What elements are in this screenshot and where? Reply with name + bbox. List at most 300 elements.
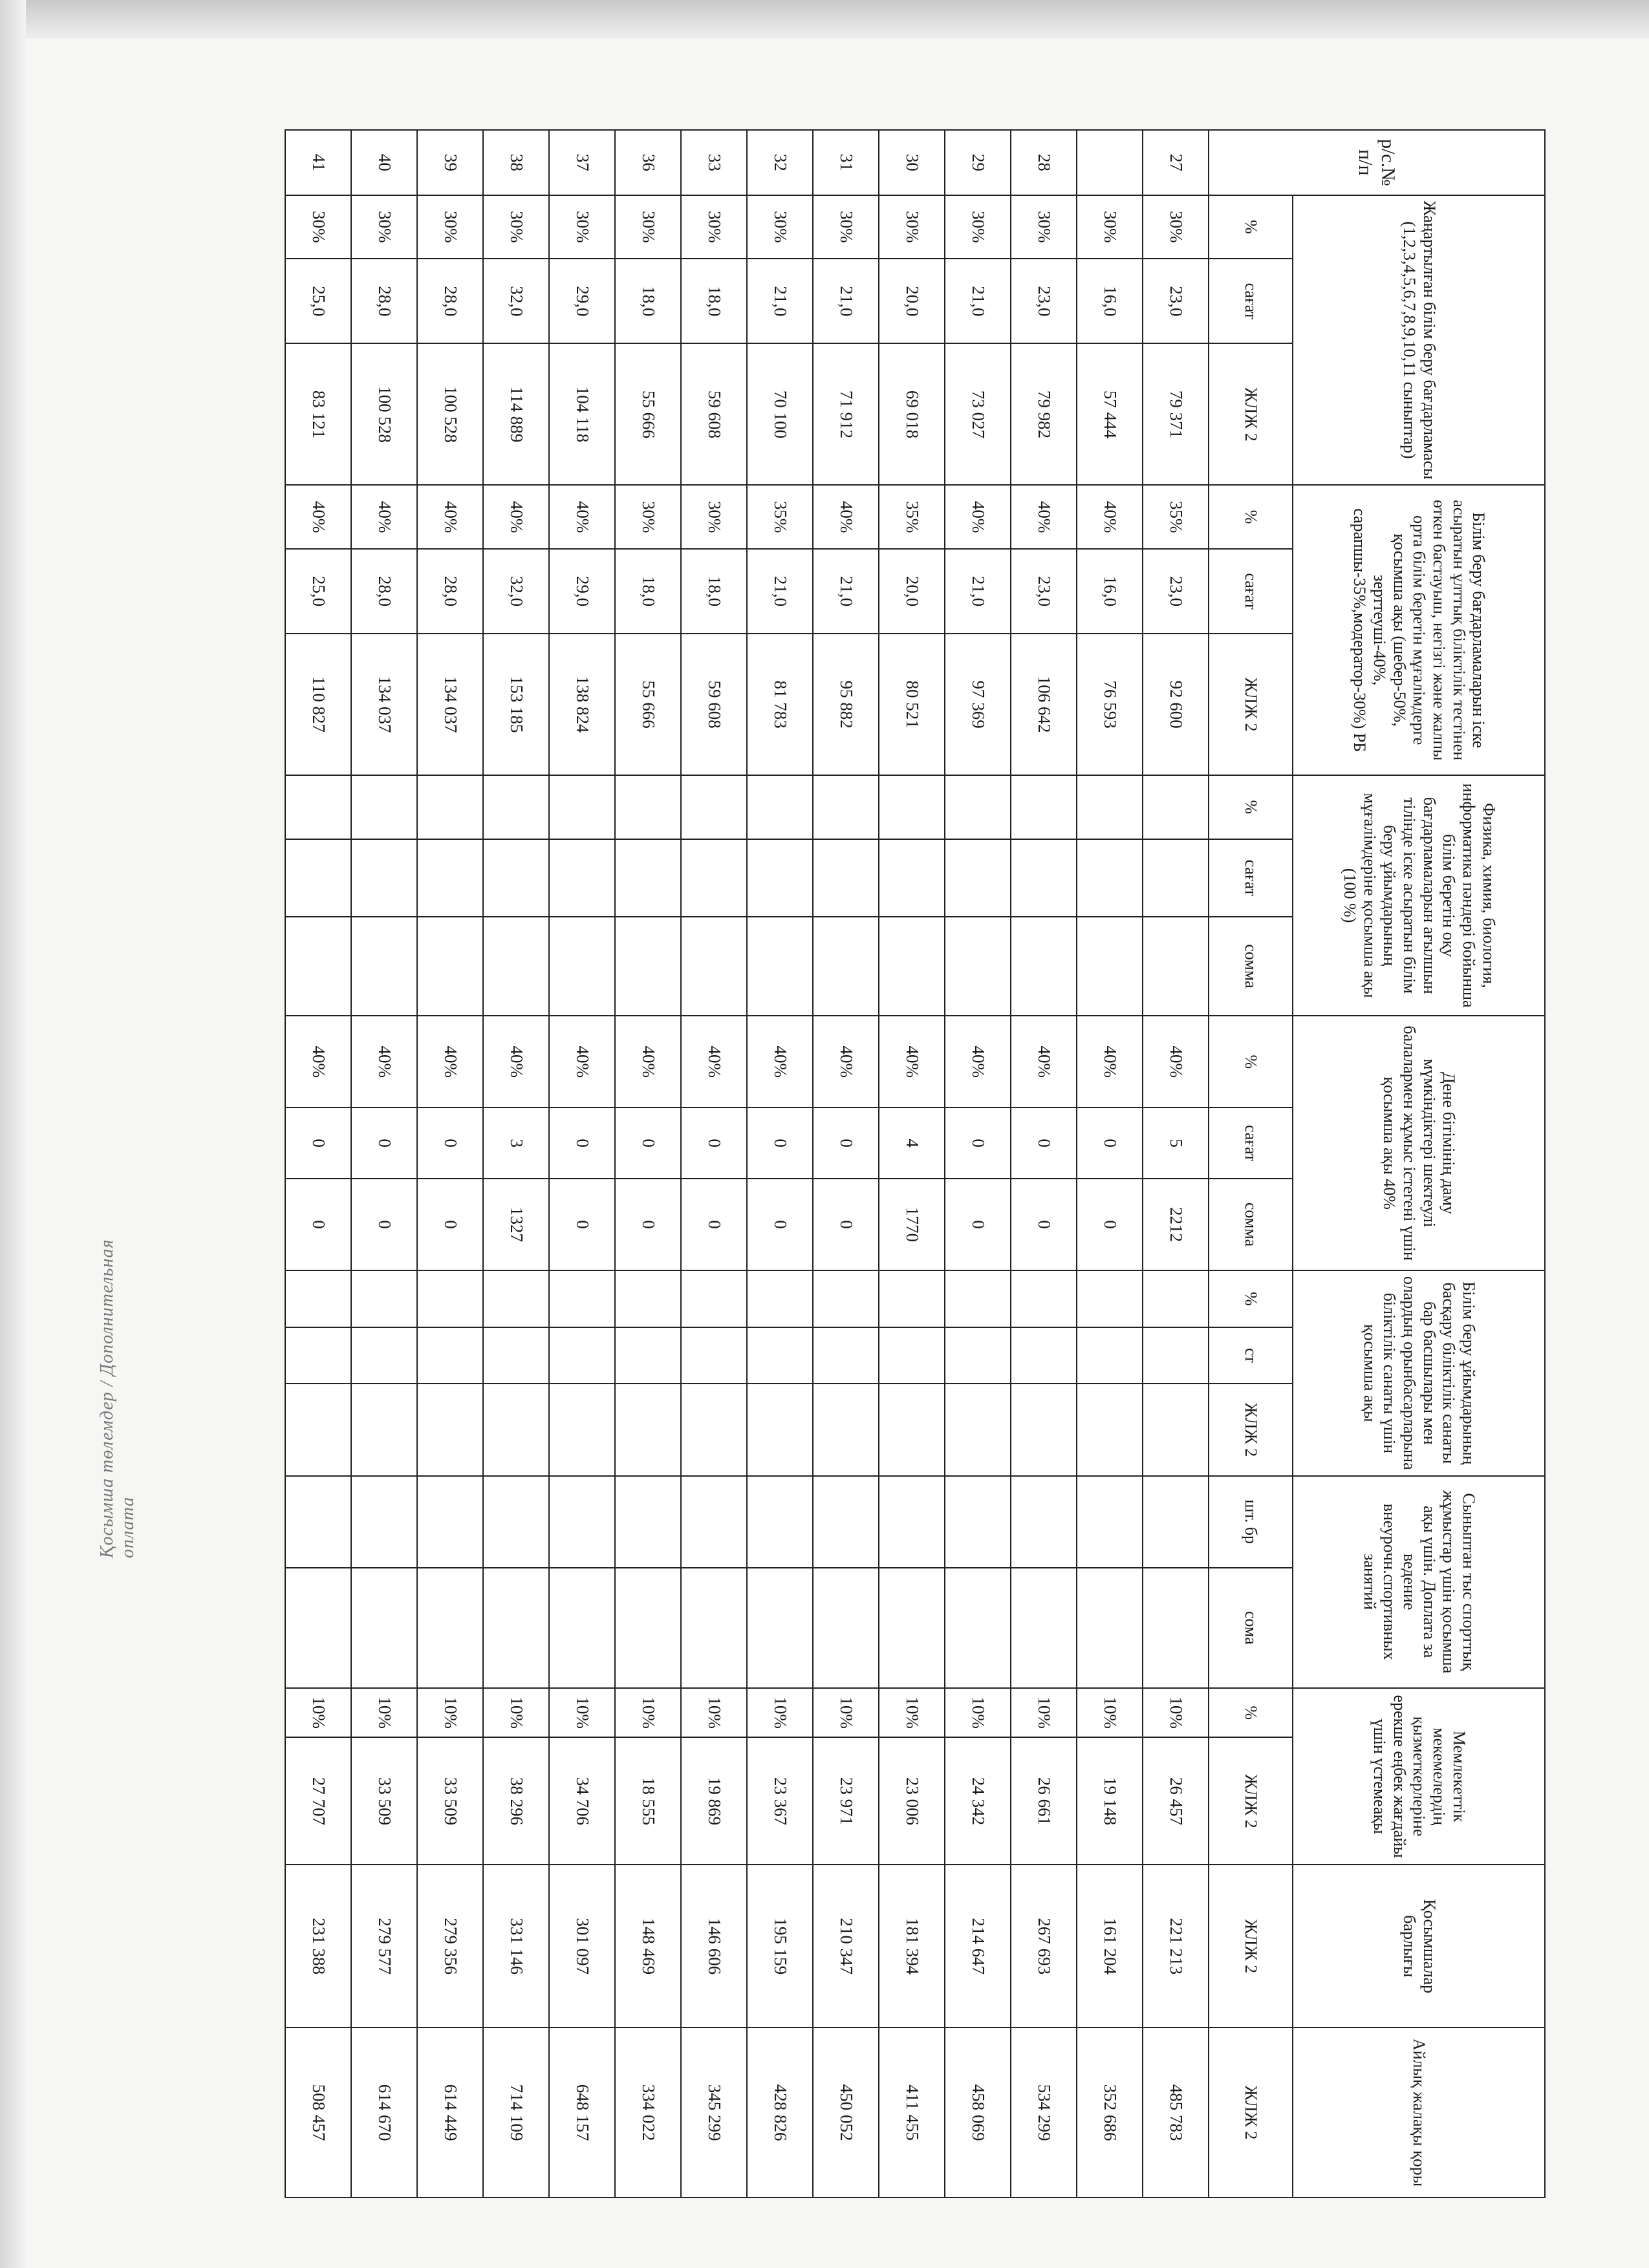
col-no: р/с.№ п/п xyxy=(1209,130,1545,195)
special-needs-amount: 0 xyxy=(549,1179,615,1270)
english-amount xyxy=(1143,917,1209,1016)
management-st xyxy=(483,1327,549,1384)
monthly-fund: 485 783 xyxy=(1143,2027,1209,2198)
management-amount xyxy=(351,1384,417,1475)
english-amount xyxy=(681,917,747,1016)
management-st xyxy=(1143,1327,1209,1384)
sub-hours: сағат xyxy=(1209,1107,1293,1178)
sports-count xyxy=(417,1476,483,1568)
sub-zhlzh: ЖЛЖ 2 xyxy=(1209,1384,1293,1475)
sub-pct: % xyxy=(1209,485,1293,548)
updated-program-amount: 79 371 xyxy=(1143,343,1209,485)
total-allowances: 181 394 xyxy=(879,1865,945,2027)
special-conditions-amount: 23 971 xyxy=(813,1737,879,1865)
sub-hours: сағат xyxy=(1209,549,1293,634)
updated-program-amount: 55 666 xyxy=(615,343,681,485)
management-st xyxy=(1011,1327,1077,1384)
special-needs-pct: 40% xyxy=(615,1016,681,1107)
sports-count xyxy=(1143,1476,1209,1568)
national-test-hours: 25,0 xyxy=(285,549,351,634)
updated-program-amount: 79 982 xyxy=(1011,343,1077,485)
table-row xyxy=(549,130,615,2198)
special-conditions-pct: 10% xyxy=(879,1688,945,1738)
national-test-amount: 59 608 xyxy=(681,634,747,775)
national-test-amount: 106 642 xyxy=(1011,634,1077,775)
special-conditions-pct: 10% xyxy=(945,1688,1011,1738)
national-test-amount: 138 824 xyxy=(549,634,615,775)
management-pct xyxy=(285,1270,351,1327)
national-test-hours: 28,0 xyxy=(351,549,417,634)
management-amount xyxy=(417,1384,483,1475)
updated-program-pct: 30% xyxy=(1077,195,1143,259)
special-needs-amount: 0 xyxy=(813,1179,879,1270)
updated-program-pct: 30% xyxy=(483,195,549,259)
national-test-hours: 21,0 xyxy=(813,549,879,634)
national-test-amount: 134 037 xyxy=(417,634,483,775)
management-st xyxy=(351,1327,417,1384)
table-row xyxy=(747,130,813,2198)
sports-amount xyxy=(681,1568,747,1688)
management-st xyxy=(945,1327,1011,1384)
col-special-conditions: Мемлекеттік мекемелердің қызметкерлеріне ерекше еңбек жағдайы үшін үстемеақы xyxy=(1293,1688,1545,1865)
sports-count xyxy=(813,1476,879,1568)
special-conditions-amount: 18 555 xyxy=(615,1737,681,1865)
sports-amount xyxy=(351,1568,417,1688)
sports-amount xyxy=(1011,1568,1077,1688)
updated-program-pct: 30% xyxy=(945,195,1011,259)
sports-amount xyxy=(1077,1568,1143,1688)
special-needs-amount: 0 xyxy=(615,1179,681,1270)
col-total-allowances: Қосымшалар барлығы xyxy=(1293,1865,1545,2027)
management-amount xyxy=(879,1384,945,1475)
sub-pct: % xyxy=(1209,1270,1293,1327)
english-amount xyxy=(615,917,681,1016)
management-pct xyxy=(1077,1270,1143,1327)
special-conditions-amount: 19 148 xyxy=(1077,1737,1143,1865)
english-pct xyxy=(1011,775,1077,839)
sports-count xyxy=(483,1476,549,1568)
management-pct xyxy=(549,1270,615,1327)
updated-program-pct: 30% xyxy=(747,195,813,259)
national-test-pct: 40% xyxy=(549,485,615,548)
updated-program-amount: 71 912 xyxy=(813,343,879,485)
monthly-fund: 508 457 xyxy=(285,2027,351,2198)
updated-program-amount: 100 528 xyxy=(351,343,417,485)
management-amount xyxy=(813,1384,879,1475)
updated-program-amount: 83 121 xyxy=(285,343,351,485)
col-special-needs: Дене бітімінің даму мүмкіндіктері шектеулі балалармен жұмыс істегені үшін қосымша ақы 40% xyxy=(1293,1016,1545,1270)
monthly-fund: 458 069 xyxy=(945,2027,1011,2198)
management-pct xyxy=(813,1270,879,1327)
updated-program-hours: 28,0 xyxy=(417,259,483,343)
total-allowances: 279 577 xyxy=(351,1865,417,2027)
sub-soma: сома xyxy=(1209,1568,1293,1688)
table-row xyxy=(1011,130,1077,2198)
english-hours xyxy=(351,839,417,917)
management-st xyxy=(747,1327,813,1384)
sub-summa: сомма xyxy=(1209,917,1293,1016)
row-number xyxy=(1077,130,1143,195)
monthly-fund: 614 670 xyxy=(351,2027,417,2198)
table-row xyxy=(483,130,549,2198)
monthly-fund: 411 455 xyxy=(879,2027,945,2198)
management-pct xyxy=(747,1270,813,1327)
special-conditions-pct: 10% xyxy=(549,1688,615,1738)
updated-program-hours: 21,0 xyxy=(813,259,879,343)
special-conditions-amount: 23 367 xyxy=(747,1737,813,1865)
management-pct xyxy=(483,1270,549,1327)
rotated-table-wrapper xyxy=(32,129,1546,2198)
english-pct xyxy=(1077,775,1143,839)
english-pct xyxy=(681,775,747,839)
updated-program-hours: 21,0 xyxy=(945,259,1011,343)
table-row xyxy=(879,130,945,2198)
total-allowances: 195 159 xyxy=(747,1865,813,2027)
updated-program-amount: 73 027 xyxy=(945,343,1011,485)
english-amount xyxy=(747,917,813,1016)
sub-st: ст xyxy=(1209,1327,1293,1384)
table-row xyxy=(615,130,681,2198)
sub-zhlzh: ЖЛЖ 2 xyxy=(1209,634,1293,775)
sports-amount xyxy=(417,1568,483,1688)
sports-amount xyxy=(945,1568,1011,1688)
management-amount xyxy=(483,1384,549,1475)
special-conditions-amount: 33 509 xyxy=(417,1737,483,1865)
national-test-pct: 40% xyxy=(945,485,1011,548)
row-number: 39 xyxy=(417,130,483,195)
special-needs-hours: 0 xyxy=(1011,1107,1077,1178)
total-allowances: 214 647 xyxy=(945,1865,1011,2027)
special-conditions-pct: 10% xyxy=(615,1688,681,1738)
sports-amount xyxy=(615,1568,681,1688)
management-st xyxy=(813,1327,879,1384)
national-test-hours: 23,0 xyxy=(1011,549,1077,634)
sports-count xyxy=(945,1476,1011,1568)
monthly-fund: 334 022 xyxy=(615,2027,681,2198)
management-pct xyxy=(417,1270,483,1327)
special-conditions-pct: 10% xyxy=(1077,1688,1143,1738)
row-number: 28 xyxy=(1011,130,1077,195)
row-number: 32 xyxy=(747,130,813,195)
sports-amount xyxy=(285,1568,351,1688)
sub-pct: % xyxy=(1209,775,1293,839)
english-pct xyxy=(351,775,417,839)
table-row xyxy=(1077,130,1143,2198)
updated-program-hours: 29,0 xyxy=(549,259,615,343)
english-amount xyxy=(483,917,549,1016)
table-row xyxy=(1143,130,1209,2198)
total-allowances: 161 204 xyxy=(1077,1865,1143,2027)
special-conditions-amount: 26 661 xyxy=(1011,1737,1077,1865)
english-amount xyxy=(1011,917,1077,1016)
english-pct xyxy=(483,775,549,839)
special-needs-amount: 0 xyxy=(747,1179,813,1270)
updated-program-pct: 30% xyxy=(285,195,351,259)
updated-program-hours: 32,0 xyxy=(483,259,549,343)
table-row xyxy=(681,130,747,2198)
national-test-hours: 23,0 xyxy=(1143,549,1209,634)
updated-program-hours: 18,0 xyxy=(681,259,747,343)
updated-program-pct: 30% xyxy=(813,195,879,259)
english-pct xyxy=(615,775,681,839)
col-english-subjects: Физика, химия, биология, информатика пәндері бойынша білім беретін оқу бағдарламаларын ағылшын тілінде іске асыратын білім беру ұйымдарының мұғалімдеріне қосымша ақы (100 %) xyxy=(1293,775,1545,1016)
updated-program-pct: 30% xyxy=(549,195,615,259)
management-pct xyxy=(681,1270,747,1327)
col-sports: Сыныптан тыс спорттық жұмыстар үшін қосымша ақы үшін. Доплата за ведение внеурочн.спортивных занятий xyxy=(1293,1476,1545,1688)
sports-count xyxy=(747,1476,813,1568)
monthly-fund: 428 826 xyxy=(747,2027,813,2198)
special-needs-amount: 1327 xyxy=(483,1179,549,1270)
management-st xyxy=(285,1327,351,1384)
sports-amount xyxy=(1143,1568,1209,1688)
monthly-fund: 534 299 xyxy=(1011,2027,1077,2198)
special-needs-hours: 0 xyxy=(813,1107,879,1178)
monthly-fund: 714 109 xyxy=(483,2027,549,2198)
row-number: 29 xyxy=(945,130,1011,195)
table-row xyxy=(285,130,351,2198)
national-test-amount: 76 593 xyxy=(1077,634,1143,775)
updated-program-pct: 30% xyxy=(417,195,483,259)
special-needs-hours: 0 xyxy=(549,1107,615,1178)
national-test-pct: 40% xyxy=(351,485,417,548)
updated-program-amount: 114 889 xyxy=(483,343,549,485)
special-conditions-pct: 10% xyxy=(813,1688,879,1738)
sports-amount xyxy=(747,1568,813,1688)
management-amount xyxy=(945,1384,1011,1475)
special-conditions-pct: 10% xyxy=(483,1688,549,1738)
national-test-hours: 21,0 xyxy=(747,549,813,634)
management-pct xyxy=(1143,1270,1209,1327)
management-st xyxy=(879,1327,945,1384)
sub-zhlzh: ЖЛЖ 2 xyxy=(1209,1737,1293,1865)
special-needs-pct: 40% xyxy=(1011,1016,1077,1107)
special-needs-hours: 0 xyxy=(417,1107,483,1178)
special-needs-hours: 0 xyxy=(615,1107,681,1178)
special-conditions-pct: 10% xyxy=(351,1688,417,1738)
special-needs-hours: 0 xyxy=(945,1107,1011,1178)
english-hours xyxy=(1011,839,1077,917)
special-needs-hours: 0 xyxy=(351,1107,417,1178)
col-updated-program: Жаңартылған білім беру бағдарламасы (1,2,3,4,5,6,7,8,9,10,11 сыныптар) xyxy=(1293,195,1545,486)
updated-program-pct: 30% xyxy=(351,195,417,259)
updated-program-pct: 30% xyxy=(879,195,945,259)
updated-program-hours: 23,0 xyxy=(1143,259,1209,343)
sports-amount xyxy=(549,1568,615,1688)
national-test-hours: 20,0 xyxy=(879,549,945,634)
updated-program-hours: 16,0 xyxy=(1077,259,1143,343)
english-hours xyxy=(417,839,483,917)
national-test-amount: 80 521 xyxy=(879,634,945,775)
national-test-pct: 35% xyxy=(747,485,813,548)
english-hours xyxy=(483,839,549,917)
sub-zhlzh: ЖЛЖ 2 xyxy=(1209,1865,1293,2027)
row-number: 30 xyxy=(879,130,945,195)
special-conditions-pct: 10% xyxy=(1143,1688,1209,1738)
english-amount xyxy=(549,917,615,1016)
row-number: 38 xyxy=(483,130,549,195)
national-test-pct: 40% xyxy=(813,485,879,548)
special-needs-pct: 40% xyxy=(879,1016,945,1107)
national-test-pct: 35% xyxy=(879,485,945,548)
total-allowances: 279 356 xyxy=(417,1865,483,2027)
english-hours xyxy=(285,839,351,917)
special-conditions-amount: 34 706 xyxy=(549,1737,615,1865)
english-hours xyxy=(681,839,747,917)
col-national-test: Білім беру бағдарламаларын іске асыратын ұлттық біліктілік тестінен өткен бастауыш, негізгі және жалпы орта білім беретін мұғалімдерге қосымша ақы (шебер-50%, зерттеуші-40%, сарапшы-35%,модератор-30%) РБ xyxy=(1293,485,1545,775)
sub-sht: шт. бр xyxy=(1209,1476,1293,1568)
sports-count xyxy=(351,1476,417,1568)
national-test-pct: 40% xyxy=(1011,485,1077,548)
total-allowances: 221 213 xyxy=(1143,1865,1209,2027)
management-st xyxy=(549,1327,615,1384)
national-test-pct: 35% xyxy=(1143,485,1209,548)
updated-program-amount: 69 018 xyxy=(879,343,945,485)
national-test-hours: 32,0 xyxy=(483,549,549,634)
sub-summa: сомма xyxy=(1209,1179,1293,1270)
sports-amount xyxy=(483,1568,549,1688)
updated-program-amount: 57 444 xyxy=(1077,343,1143,485)
english-hours xyxy=(747,839,813,917)
sports-count xyxy=(879,1476,945,1568)
updated-program-hours: 23,0 xyxy=(1011,259,1077,343)
special-needs-amount: 0 xyxy=(681,1179,747,1270)
english-pct xyxy=(945,775,1011,839)
special-needs-pct: 40% xyxy=(1077,1016,1143,1107)
sports-count xyxy=(285,1476,351,1568)
sports-amount xyxy=(879,1568,945,1688)
english-amount xyxy=(351,917,417,1016)
english-hours xyxy=(945,839,1011,917)
management-amount xyxy=(1143,1384,1209,1475)
total-allowances: 231 388 xyxy=(285,1865,351,2027)
english-amount xyxy=(813,917,879,1016)
national-test-hours: 29,0 xyxy=(549,549,615,634)
special-needs-amount: 0 xyxy=(351,1179,417,1270)
updated-program-hours: 28,0 xyxy=(351,259,417,343)
table-body xyxy=(285,130,1209,2198)
management-st xyxy=(681,1327,747,1384)
sports-count xyxy=(549,1476,615,1568)
management-st xyxy=(1077,1327,1143,1384)
national-test-amount: 55 666 xyxy=(615,634,681,775)
english-amount xyxy=(879,917,945,1016)
col-monthly-fund: Айлық жалақы қоры xyxy=(1293,2027,1545,2198)
updated-program-pct: 30% xyxy=(615,195,681,259)
english-pct xyxy=(1143,775,1209,839)
national-test-amount: 134 037 xyxy=(351,634,417,775)
table-row xyxy=(813,130,879,2198)
updated-program-pct: 30% xyxy=(1011,195,1077,259)
national-test-hours: 21,0 xyxy=(945,549,1011,634)
management-amount xyxy=(615,1384,681,1475)
sub-zhlzh: ЖЛЖ 2 xyxy=(1209,2027,1293,2198)
row-number: 40 xyxy=(351,130,417,195)
national-test-amount: 110 827 xyxy=(285,634,351,775)
management-pct xyxy=(1011,1270,1077,1327)
row-number: 27 xyxy=(1143,130,1209,195)
sub-hours: сағат xyxy=(1209,259,1293,343)
total-allowances: 301 097 xyxy=(549,1865,615,2027)
special-needs-amount: 0 xyxy=(945,1179,1011,1270)
management-st xyxy=(417,1327,483,1384)
row-number: 31 xyxy=(813,130,879,195)
national-test-hours: 28,0 xyxy=(417,549,483,634)
total-allowances: 146 606 xyxy=(681,1865,747,2027)
management-amount xyxy=(747,1384,813,1475)
national-test-amount: 95 882 xyxy=(813,634,879,775)
special-conditions-pct: 10% xyxy=(285,1688,351,1738)
updated-program-amount: 70 100 xyxy=(747,343,813,485)
management-st xyxy=(615,1327,681,1384)
english-hours xyxy=(615,839,681,917)
special-needs-hours: 5 xyxy=(1143,1107,1209,1178)
national-test-hours: 18,0 xyxy=(615,549,681,634)
scan-top-edge xyxy=(0,0,1649,39)
table-row xyxy=(351,130,417,2198)
national-test-pct: 30% xyxy=(615,485,681,548)
management-pct xyxy=(615,1270,681,1327)
updated-program-amount: 59 608 xyxy=(681,343,747,485)
special-conditions-pct: 10% xyxy=(681,1688,747,1738)
special-needs-pct: 40% xyxy=(747,1016,813,1107)
special-needs-amount: 1770 xyxy=(879,1179,945,1270)
row-number: 41 xyxy=(285,130,351,195)
special-conditions-pct: 10% xyxy=(1011,1688,1077,1738)
total-allowances: 267 693 xyxy=(1011,1865,1077,2027)
national-test-pct: 40% xyxy=(483,485,549,548)
english-hours xyxy=(1077,839,1143,917)
special-conditions-amount: 27 707 xyxy=(285,1737,351,1865)
updated-program-hours: 20,0 xyxy=(879,259,945,343)
management-amount xyxy=(681,1384,747,1475)
special-needs-hours: 0 xyxy=(1077,1107,1143,1178)
monthly-fund: 450 052 xyxy=(813,2027,879,2198)
table-row xyxy=(945,130,1011,2198)
national-test-pct: 30% xyxy=(681,485,747,548)
payroll-table xyxy=(285,129,1546,2198)
english-pct xyxy=(549,775,615,839)
english-hours xyxy=(879,839,945,917)
national-test-amount: 81 783 xyxy=(747,634,813,775)
english-amount xyxy=(417,917,483,1016)
sports-amount xyxy=(813,1568,879,1688)
sub-hours: сағат xyxy=(1209,839,1293,917)
monthly-fund: 614 449 xyxy=(417,2027,483,2198)
total-allowances: 210 347 xyxy=(813,1865,879,2027)
table-row xyxy=(417,130,483,2198)
special-needs-pct: 40% xyxy=(351,1016,417,1107)
monthly-fund: 648 157 xyxy=(549,2027,615,2198)
row-number: 33 xyxy=(681,130,747,195)
management-amount xyxy=(1011,1384,1077,1475)
col-management-category: Білім беру ұйымдарының басқару біліктілік санаты бар басшылары мен олардың орынбасарларына біліктілік санаты үшін қосымша ақы xyxy=(1293,1270,1545,1475)
updated-program-hours: 25,0 xyxy=(285,259,351,343)
special-conditions-amount: 24 342 xyxy=(945,1737,1011,1865)
english-pct xyxy=(285,775,351,839)
special-needs-pct: 40% xyxy=(285,1016,351,1107)
special-needs-amount: 0 xyxy=(1077,1179,1143,1270)
special-needs-pct: 40% xyxy=(945,1016,1011,1107)
english-hours xyxy=(1143,839,1209,917)
updated-program-hours: 18,0 xyxy=(615,259,681,343)
special-needs-pct: 40% xyxy=(483,1016,549,1107)
special-needs-hours: 0 xyxy=(285,1107,351,1178)
monthly-fund: 345 299 xyxy=(681,2027,747,2198)
sports-count xyxy=(1077,1476,1143,1568)
sports-count xyxy=(615,1476,681,1568)
management-pct xyxy=(879,1270,945,1327)
english-amount xyxy=(1077,917,1143,1016)
